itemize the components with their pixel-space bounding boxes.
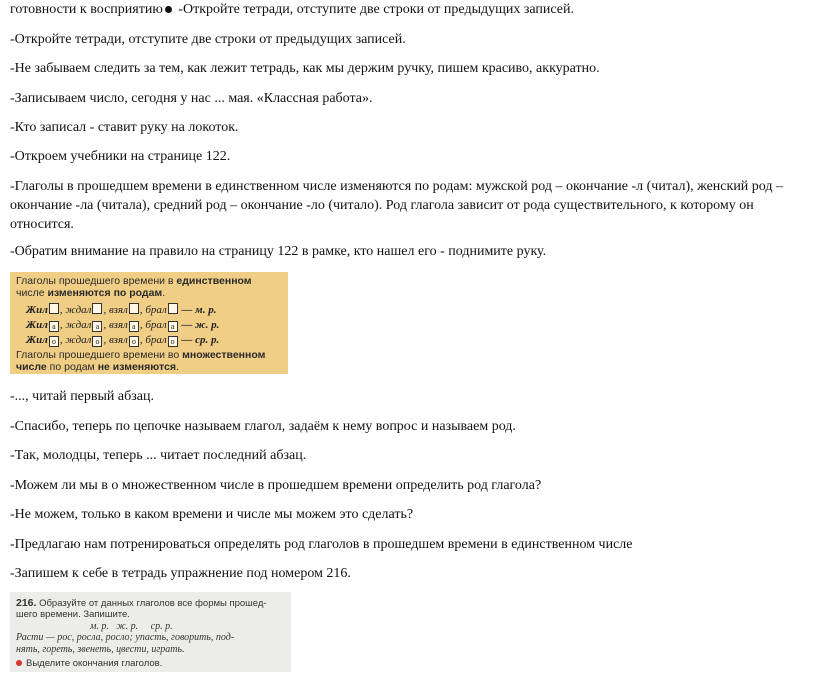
ending-box [49, 303, 59, 314]
ending-box: а [92, 321, 102, 332]
paragraph-2: -Не забываем следить за тем, как лежит тетрадь, как мы держим ручку, пишем красиво, аккуратно. [10, 61, 600, 76]
exercise-task [16, 658, 162, 669]
ending-box: а [168, 321, 178, 332]
ending-box: о [49, 336, 59, 347]
paragraph-0 [10, 0, 800, 19]
text-span: Глаголы прошедшего времени в [16, 275, 177, 287]
ending-box: о [168, 336, 178, 347]
rule-line-4 [16, 361, 179, 373]
rule-row-masculine: Жил , ждал , взял , брал — м. р. [26, 304, 217, 316]
ending-box: о [92, 336, 102, 347]
verb: Жил [26, 334, 48, 346]
text-span: единственном [176, 275, 252, 287]
verb: взял [108, 334, 128, 346]
text-span: . [175, 361, 179, 373]
paragraph-13: -Предлагаю нам потренироваться определять род глаголов в прошедшем времени в единственном числе [10, 537, 633, 552]
paragraph-4: -Кто записал - ставит руку на локоток. [10, 120, 239, 135]
verb: взял [108, 319, 128, 331]
text-span: не изменяются [97, 361, 176, 373]
paragraph-3: -Записываем число, сегодня у нас ... мая. «Классная работа». [10, 91, 373, 106]
exercise-words-2: нять, гореть, звенеть, цвести, играть. [16, 644, 185, 655]
exercise-words-1: Расти — рос, росла, росло; упасть, говорить, под- [16, 632, 235, 643]
exercise-line-2: шего времени. Запишите. [16, 609, 130, 620]
rule-line-2 [16, 287, 165, 299]
verb: взял [108, 304, 128, 316]
rule-row-feminine: Жил а , ждал а , взял а , брал а — ж. р. [26, 319, 220, 331]
paragraph-8: -..., читай первый абзац. [10, 389, 154, 404]
rule-line-1 [16, 275, 252, 287]
ending-box [92, 303, 102, 314]
verb: брал [145, 319, 167, 331]
red-dot-icon [16, 660, 22, 666]
text-span: Образуйте от данных глаголов все формы прошед- [36, 598, 267, 609]
paragraph-12: -Не можем, только в каком времени и числе мы можем это сделать? [10, 507, 414, 522]
exercise-number: 216. [16, 597, 37, 609]
paragraph-9: -Спасибо, теперь по цепочке называем глагол, задаём к нему вопрос и называем род. [10, 419, 516, 434]
text-span: изменяются по родам [47, 287, 163, 299]
verb: брал [145, 304, 167, 316]
paragraph-1: -Откройте тетради, отступите две строки от предыдущих записей. [10, 32, 406, 47]
verb: ждал [65, 319, 92, 331]
exercise-line-1 [16, 598, 267, 609]
ending-box: о [129, 336, 139, 347]
text-span: готовности к восприятию [10, 2, 163, 17]
verb: брал [145, 334, 167, 346]
rule-row-neuter: Жил о , ждал о , взял о , брал о — ср. р. [26, 334, 220, 346]
text-span: -Откройте тетради, отступите две строки от предыдущих записей. [174, 2, 575, 17]
ending-box: а [129, 321, 139, 332]
gender-label: — ж. р. [181, 319, 220, 331]
text-span: . [162, 287, 166, 299]
text-span: по родам [46, 361, 98, 373]
textbook-rule-image [10, 272, 288, 374]
paragraph-5: -Откроем учебники на странице 122. [10, 149, 231, 164]
paragraph-6: -Глаголы в прошедшем времени в единственном числе изменяются по родам: мужской род – окончание -л (читал), женский род – окончание -ла (читала), средний род – окончание -ло (читало). Род глагола зависит от рода существительного, к которому он относится. [10, 179, 784, 232]
verb: ждал [65, 304, 92, 316]
text-span: множественном [182, 349, 266, 361]
gender-label: — м. р. [181, 304, 217, 316]
paragraph-14: -Запишем к себе в тетрадь упражнение под номером 216. [10, 566, 351, 581]
rule-line-3 [16, 349, 265, 361]
gender-label: — ср. р. [181, 334, 220, 346]
exercise-gender-header: м. р. ж. р. ср. р. [90, 621, 173, 632]
ending-box: а [49, 321, 59, 332]
textbook-exercise-image [10, 592, 291, 672]
text-span: Глаголы прошедшего времени во [16, 349, 183, 361]
text-span: числе [16, 287, 48, 299]
ending-box [129, 303, 139, 314]
text-span: Выделите окончания глаголов. [26, 658, 163, 669]
paragraph-11: -Можем ли мы в о множественном числе в прошедшем времени определить род глагола? [10, 478, 542, 493]
paragraph-7: -Обратим внимание на правило на страницу 122 в рамке, кто нашел его - поднимите руку. [10, 244, 547, 259]
verb: Жил [26, 304, 48, 316]
bullet-icon [165, 6, 172, 13]
ending-box [168, 303, 178, 314]
verb: ждал [65, 334, 92, 346]
verb: Жил [26, 319, 48, 331]
text-span: числе [16, 361, 47, 373]
paragraph-10: -Так, молодцы, теперь ... читает последний абзац. [10, 448, 307, 463]
